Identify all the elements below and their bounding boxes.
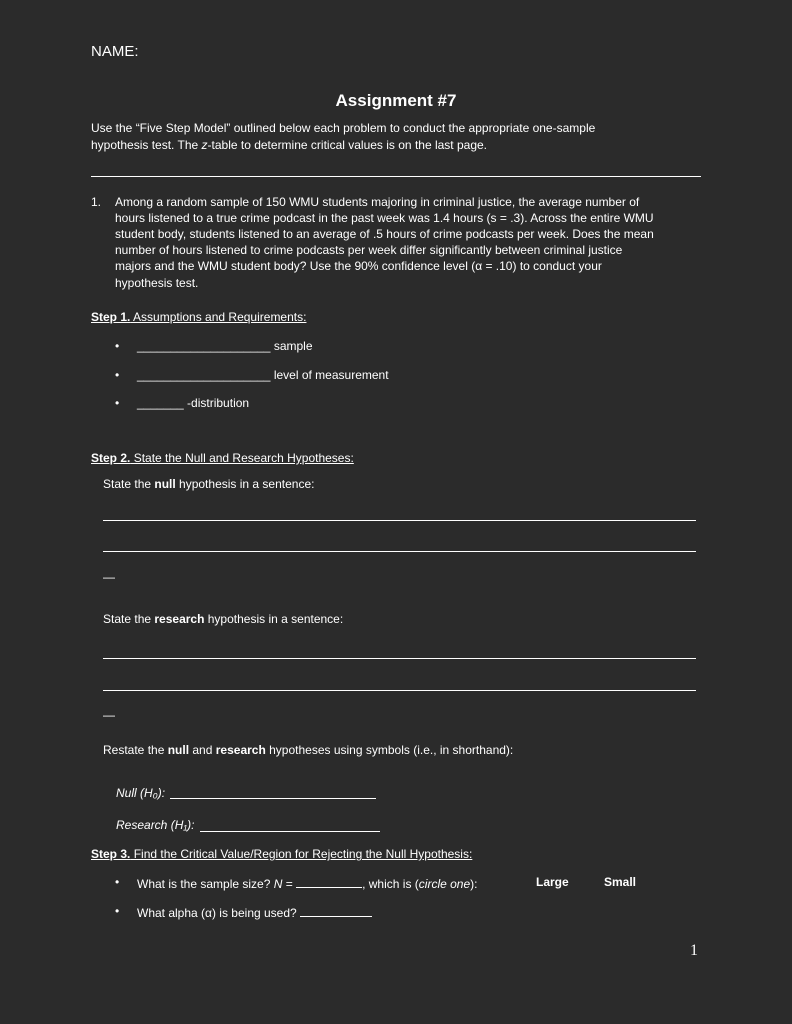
- problem-line-3: student body, students listened to an average of .5 hours of crime podcasts per week. Does the mean: [115, 227, 654, 241]
- option-large[interactable]: Large: [536, 875, 569, 889]
- intro-text-a: hypothesis test. The: [91, 138, 202, 152]
- page-number: 1: [690, 942, 698, 959]
- problem-number: 1.: [91, 195, 102, 209]
- null-symbol-line[interactable]: [170, 798, 376, 799]
- bullet-icon: •: [115, 368, 120, 382]
- null-answer-line-1[interactable]: [103, 520, 696, 521]
- restate-prompt: [103, 743, 513, 757]
- research-dash: —: [103, 708, 115, 722]
- intro-z: z: [201, 138, 208, 152]
- research-prompt-bold: research: [154, 612, 205, 626]
- null-prompt-b: hypothesis in a sentence:: [175, 477, 315, 491]
- research-prompt-a: State the: [103, 612, 155, 626]
- null-symbol-text: Null (H₀):: [116, 786, 166, 800]
- bullet-icon: •: [115, 396, 120, 410]
- restate-mid: and: [189, 743, 216, 757]
- sample-size-blank[interactable]: [296, 875, 362, 888]
- research-prompt-b: hypothesis in a sentence:: [204, 612, 344, 626]
- null-prompt-bold: null: [154, 477, 176, 491]
- problem-line-5: majors and the WMU student body? Use the 90% confidence level (α = .10) to conduct your: [115, 259, 602, 273]
- restate-bold-null: null: [167, 743, 190, 757]
- q1-circle-one: circle one: [418, 877, 471, 891]
- name-label: NAME:: [91, 43, 139, 60]
- step1-title: Assumptions and Requirements:: [130, 310, 307, 324]
- null-prompt: [103, 477, 314, 491]
- sample-size-question: [137, 875, 477, 891]
- null-dash: —: [103, 570, 115, 584]
- step3-heading: [91, 847, 472, 861]
- step1-heading: [91, 310, 306, 324]
- q1-text-c: , which is (: [362, 877, 419, 891]
- q1-text-b: =: [282, 877, 297, 891]
- research-answer-line-1[interactable]: [103, 658, 696, 659]
- research-answer-line-2[interactable]: [103, 690, 696, 691]
- distribution-blank[interactable]: _______: [137, 396, 184, 410]
- distribution-label: -distribution: [183, 396, 250, 410]
- research-symbol-line[interactable]: [200, 831, 380, 832]
- alpha-question: [137, 904, 372, 920]
- page-title: Assignment #7: [335, 91, 457, 110]
- level-blank[interactable]: ____________________: [137, 368, 271, 382]
- problem-line-1: Among a random sample of 150 WMU students majoring in criminal justice, the average number of: [115, 195, 640, 209]
- step2-title: State the Null and Research Hypotheses:: [130, 451, 354, 465]
- step3-title: Find the Critical Value/Region for Rejecting the Null Hypothesis:: [130, 847, 473, 861]
- option-small[interactable]: Small: [604, 875, 637, 889]
- problem-line-4: number of hours listened to crime podcasts per week differ significantly between criminal justice: [115, 243, 623, 257]
- research-symbol-text: Research (H₁):: [116, 818, 195, 832]
- q1-text-a: What is the sample size?: [137, 877, 274, 891]
- research-symbol-label: [116, 818, 194, 832]
- q1-text-d: ):: [470, 877, 478, 891]
- restate-b: hypotheses using symbols (i.e., in shorthand):: [265, 743, 514, 757]
- step2-number: Step 2.: [91, 451, 131, 465]
- null-symbol-label: [116, 786, 165, 800]
- bullet-icon: •: [115, 339, 120, 353]
- sample-blank[interactable]: ____________________: [137, 339, 271, 353]
- step1-number: Step 1.: [91, 310, 131, 324]
- level-label: level of measurement: [270, 368, 389, 382]
- step1-item-2: [137, 368, 389, 382]
- research-prompt: [103, 612, 343, 626]
- problem-line-2: hours listened to a true crime podcast in the past week was 1.4 hours (s = .3). Across the entire WMU: [115, 211, 654, 225]
- q1-n: N: [273, 877, 283, 891]
- header-divider: [91, 176, 701, 177]
- alpha-blank[interactable]: [300, 904, 372, 917]
- q2-text: What alpha (α) is being used?: [137, 906, 301, 920]
- step1-item-3: [137, 396, 249, 410]
- null-answer-line-2[interactable]: [103, 551, 696, 552]
- intro-text-b: -table to determine critical values is on the last page.: [207, 138, 487, 152]
- step3-number: Step 3.: [91, 847, 131, 861]
- bullet-icon: •: [115, 904, 120, 918]
- restate-bold-research: research: [215, 743, 266, 757]
- null-prompt-a: State the: [103, 477, 155, 491]
- step1-item-1: [137, 339, 313, 353]
- intro-line-2: [91, 138, 487, 152]
- restate-a: Restate the: [103, 743, 168, 757]
- step2-heading: [91, 451, 354, 465]
- sample-label: sample: [270, 339, 313, 353]
- intro-line-1: Use the “Five Step Model” outlined below each problem to conduct the appropriate one-sample: [91, 121, 596, 135]
- problem-line-6: hypothesis test.: [115, 276, 199, 290]
- bullet-icon: •: [115, 875, 120, 889]
